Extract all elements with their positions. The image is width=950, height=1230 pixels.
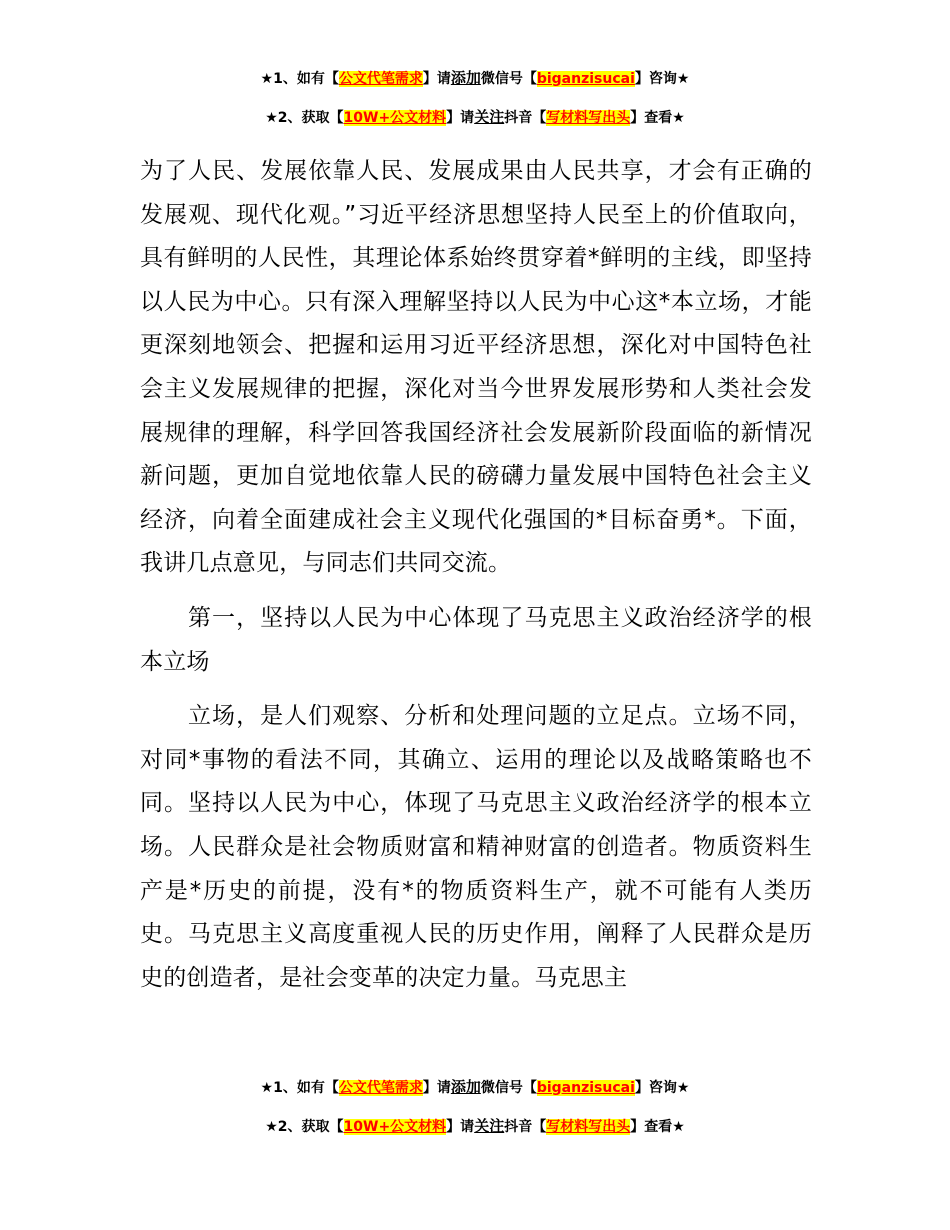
highlight-materials: 10W+公文材料 [343,110,447,126]
wechat-id: biganzisucai [536,71,635,87]
promo-banner-line-2 [0,107,950,128]
promo-banner-bottom-line-1 [0,1077,950,1098]
underlined-word: 添加 [450,1078,481,1096]
star-icon: ★ [265,110,278,126]
underlined-word: 关注 [474,1117,505,1135]
star-icon: ★ [260,1080,274,1096]
banner-text: 】咨询 [634,71,677,87]
douyin-account: 写材料写出头 [546,110,631,126]
highlight-service: 公文代笔需求 [338,1080,423,1096]
banner-text: 】请 [446,1119,475,1135]
banner-text: 】咨询 [634,1080,677,1096]
underlined-word: 添加 [450,69,481,87]
banner-text: 】请 [446,110,475,126]
banner-text: 】请 [422,1080,451,1096]
promo-banner-bottom-line-2 [0,1116,950,1137]
star-icon: ★ [676,71,690,87]
banner-text: 2、获取【 [277,1119,344,1135]
document-body [140,150,812,1000]
wechat-id: biganzisucai [536,1080,635,1096]
star-icon: ★ [672,110,685,126]
douyin-account: 写材料写出头 [546,1119,631,1135]
paragraph: 立场，是人们观察、分析和处理问题的立足点。立场不同，对同*事物的看法不同，其确立、运用的理论以及战略策略也不同。坚持以人民为中心，体现了马克思主义政治经济学的根本立场。人民群众是社会物质财富和精神财富的创造者。物质资料生产是*历史的前提，没有*的物质资料生产，就不可能有人类历史。马克思主义高度重视人民的历史作用，阐释了人民群众是历史的创造者，是社会变革的决定力量。马克思主 [140,703,812,991]
star-icon: ★ [260,71,274,87]
banner-text: 1、如有【 [273,71,339,87]
section-heading: 第一，坚持以人民为中心体现了马克思主义政治经济学的根本立场 [140,604,812,675]
banner-text: 1、如有【 [273,1080,339,1096]
banner-text: 微信号【 [480,1080,537,1096]
highlight-materials: 10W+公文材料 [343,1119,447,1135]
banner-text: 2、获取【 [277,110,344,126]
paragraph-continuation: 为了人民、发展依靠人民、发展成果由人民共享，才会有正确的发展观、现代化观。”习近平经济思想坚持人民至上的价值取向，具有鲜明的人民性，其理论体系始终贯穿着*鲜明的主线，即坚持以人民为中心。只有深入理解坚持以人民为中心这*本立场，才能更深刻地领会、把握和运用习近平经济思想，深化对中国特色社会主义发展规律的把握，深化对当今世界发展形势和人类社会发展规律的理解，科学回答我国经济社会发展新阶段面临的新情况新问题，更加自觉地依靠人民的磅礴力量发展中国特色社会主义经济，向着全面建成社会主义现代化强国的*目标奋勇*。下面，我讲几点意见，与同志们共同交流。 [140,158,812,577]
highlight-service: 公文代笔需求 [338,71,423,87]
banner-text: 微信号【 [480,71,537,87]
star-icon: ★ [265,1119,278,1135]
banner-text: 抖音【 [504,1119,547,1135]
star-icon: ★ [676,1080,690,1096]
banner-text: 】查看 [630,1119,673,1135]
underlined-word: 关注 [474,108,505,126]
banner-text: 】查看 [630,110,673,126]
banner-text: 抖音【 [504,110,547,126]
promo-banner-line-1 [0,68,950,89]
banner-text: 】请 [422,71,451,87]
star-icon: ★ [672,1119,685,1135]
